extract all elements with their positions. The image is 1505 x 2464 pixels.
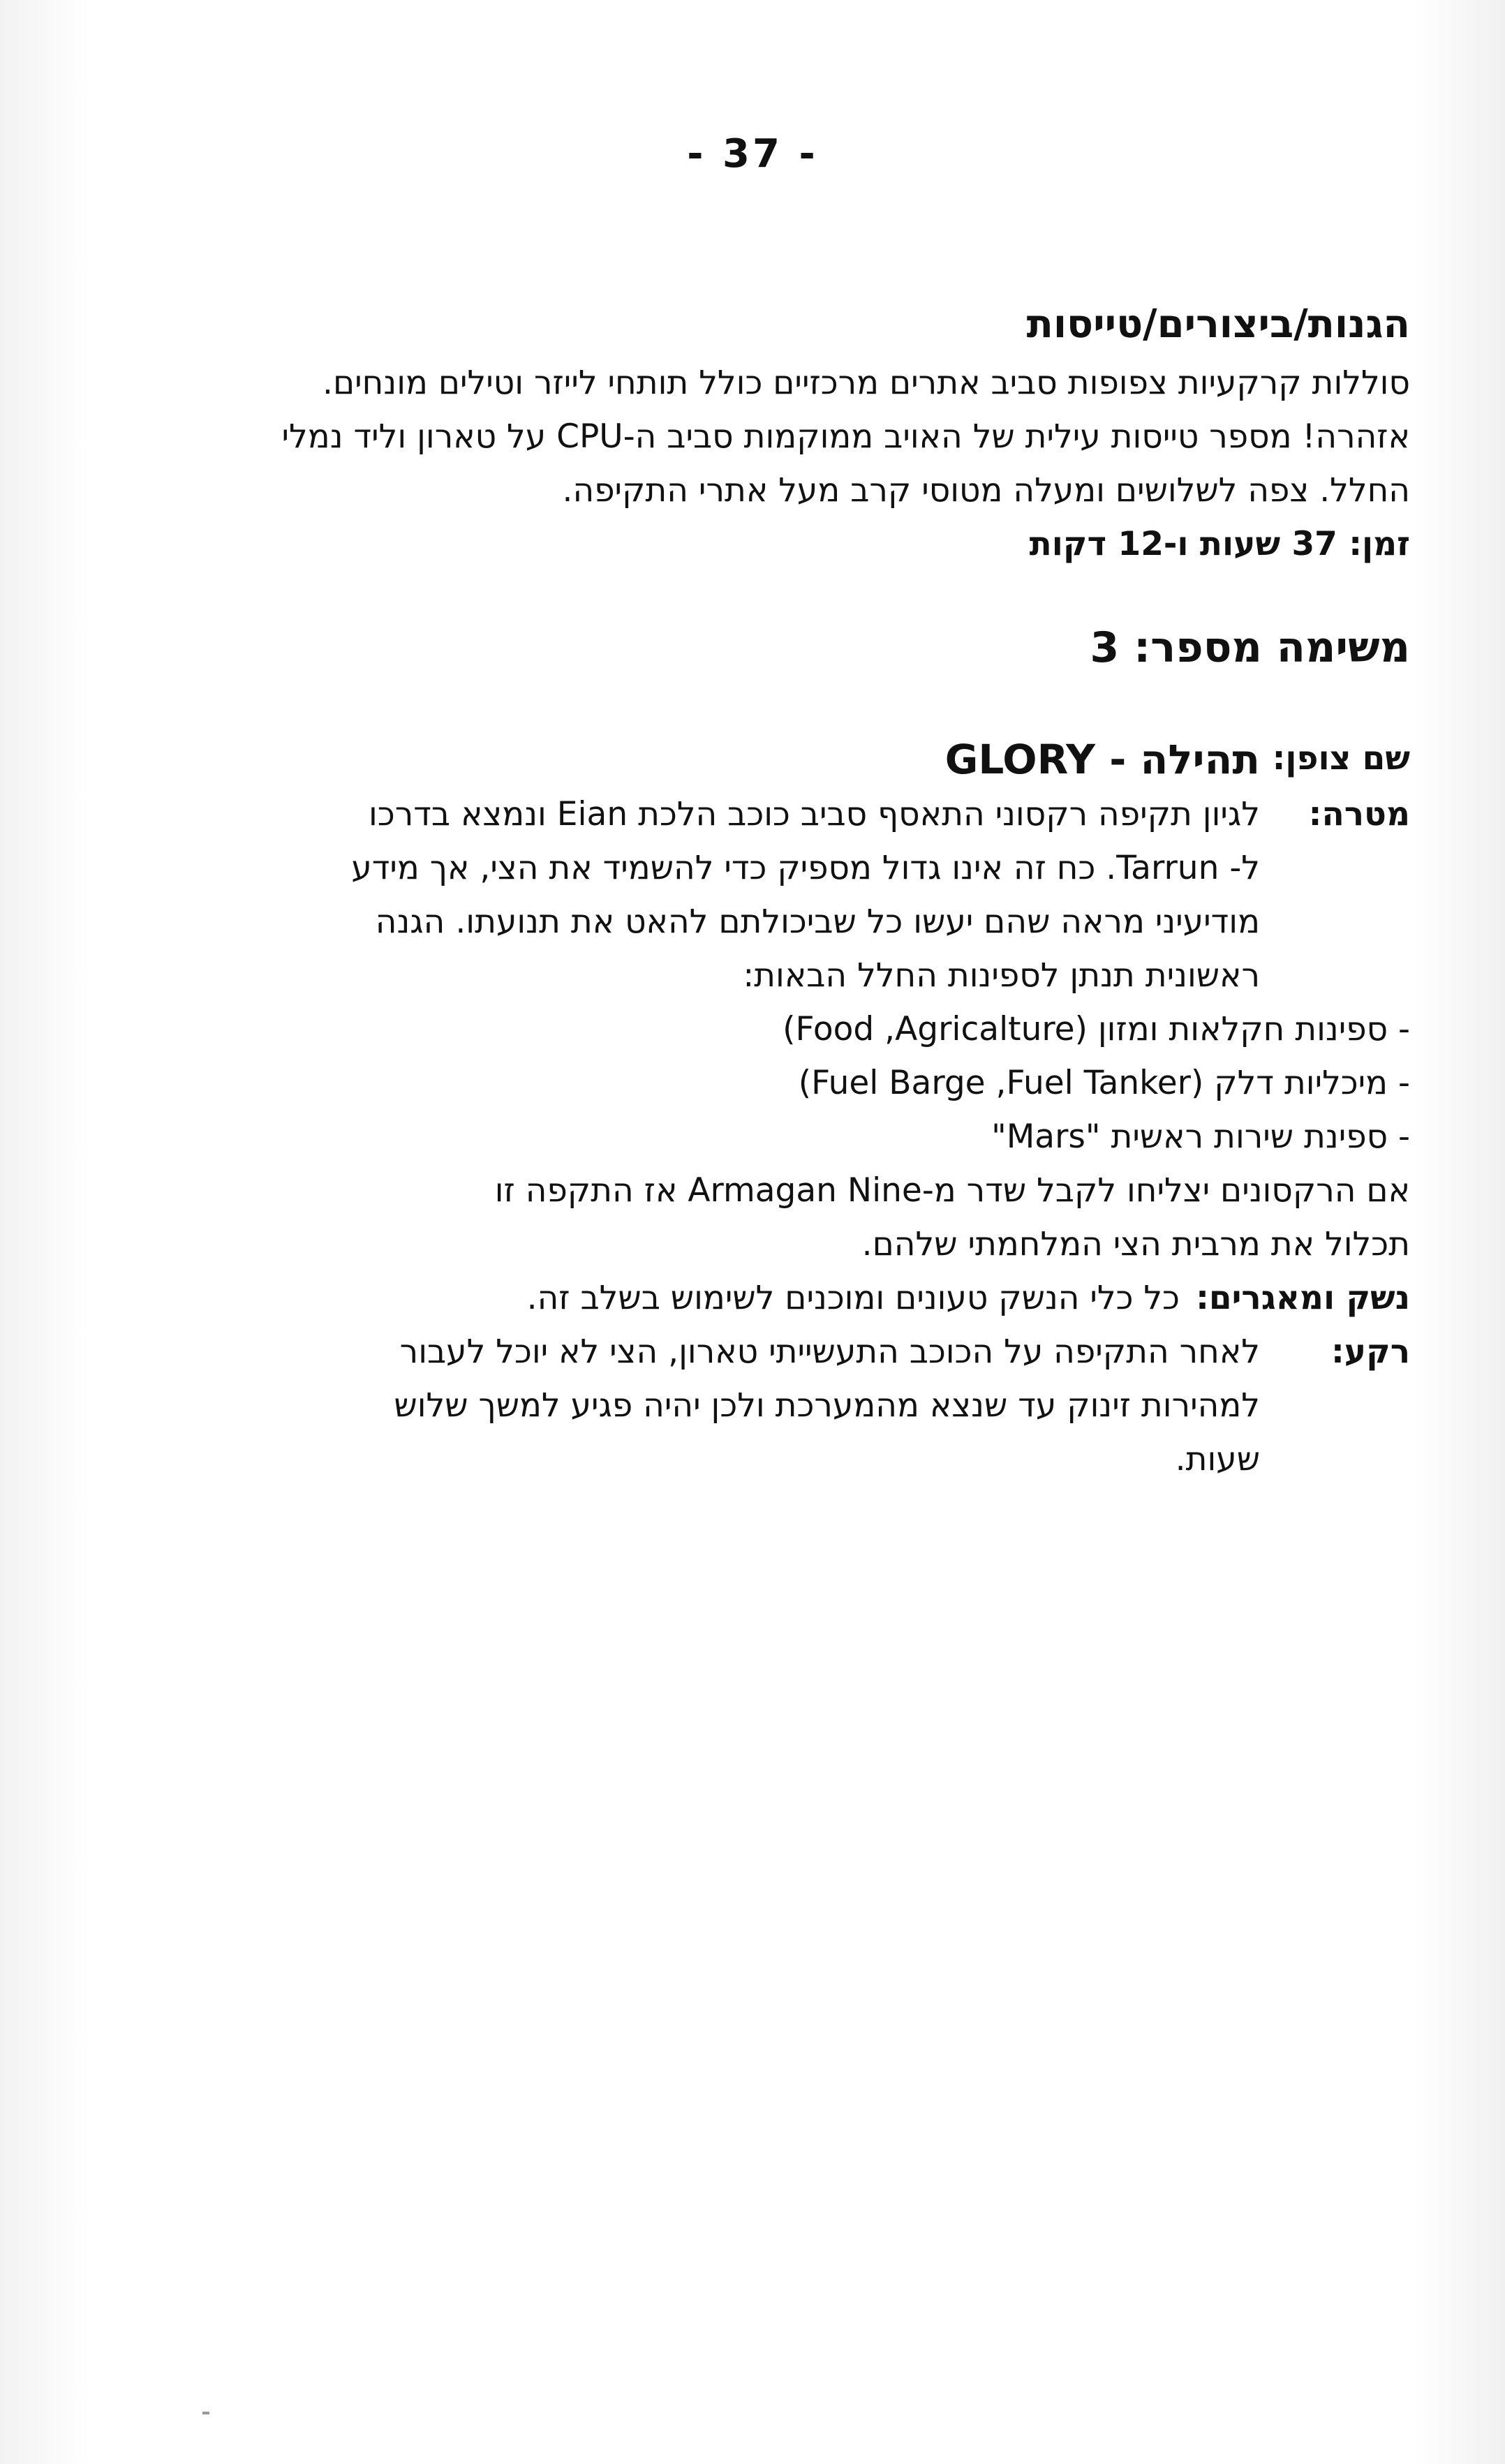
weapons-label: נשק ומאגרים:	[1196, 1279, 1410, 1317]
background-label: רקע:	[1330, 1333, 1410, 1371]
defenses-line: סוללות קרקעיות צפופות סביב אתרים מרכזיים כולל תותחי לייזר וטילים מונחים.	[322, 364, 1410, 402]
codename-row	[105, 732, 1410, 787]
codename-label: שם צופן:	[1272, 739, 1410, 778]
defenses-line: אזהרה! מספר טייסות עילית של האויב ממוקמות סביב ה-CPU על טארון וליד נמלי	[281, 417, 1410, 456]
background-line: לאחר התקיפה על הכוכב התעשייתי טארון, הצי לא יוכל לעבור	[399, 1333, 1260, 1371]
goal-line: ל- Tarrun. כח זה אינו גדול מספיק כדי להשמיד את הצי, אך מידע	[351, 849, 1260, 887]
mission-heading: משימה מספר: 3	[1090, 623, 1410, 672]
ship-list-item: - ספינות חקלאות ומזון (Food ,Agricalture)	[783, 1010, 1410, 1048]
goal-text	[105, 787, 1260, 1002]
defenses-line: החלל. צפה לשלושים ומעלה מטוסי קרב מעל אתרי התקיפה.	[562, 471, 1410, 510]
goal-after-line: אם הרקסונים יצליחו לקבל שדר מ-Armagan Nine אז התקפה זו	[494, 1171, 1410, 1210]
goal-label: מטרה:	[1308, 795, 1410, 833]
weapons-row	[105, 1271, 1410, 1325]
goal-line: לגיון תקיפה רקסוני התאסף סביב כוכב הלכת Eian ונמצא בדרכו	[369, 795, 1260, 833]
scan-mark	[202, 2412, 209, 2414]
ship-list-item: - מיכליות דלק (Fuel Barge ,Fuel Tanker)	[798, 1064, 1410, 1102]
page-number: - 37 -	[687, 131, 818, 177]
page-content	[105, 293, 1410, 1486]
background-text	[105, 1325, 1260, 1486]
weapons-value: כל כלי הנשק טעונים ומוכנים לשימוש בשלב זה.	[526, 1279, 1180, 1317]
background-line: שעות.	[1175, 1440, 1260, 1478]
goal-row	[105, 787, 1410, 1002]
background-row	[105, 1325, 1410, 1486]
defenses-heading: הגנות/ביצורים/טייסות	[1026, 302, 1410, 347]
ship-list-item: - ספינת שירות ראשית "Mars"	[991, 1118, 1410, 1156]
goal-line: ראשונית תנתן לספינות החלל הבאות:	[743, 956, 1260, 995]
goal-after-line: תכלול את מרבית הצי המלחמתי שלהם.	[861, 1225, 1410, 1263]
time-remaining: זמן: 37 שעות ו-12 דקות	[1029, 525, 1410, 563]
goal-line: מודיעיני מראה שהם יעשו כל שביכולתם להאט את תנועתו. הגנה	[375, 903, 1260, 941]
background-line: למהירות זינוק עד שנצא מהמערכת ולכן יהיה פגיע למשך שלוש	[394, 1386, 1260, 1425]
codename-value: תהילה - GLORY	[944, 736, 1260, 783]
